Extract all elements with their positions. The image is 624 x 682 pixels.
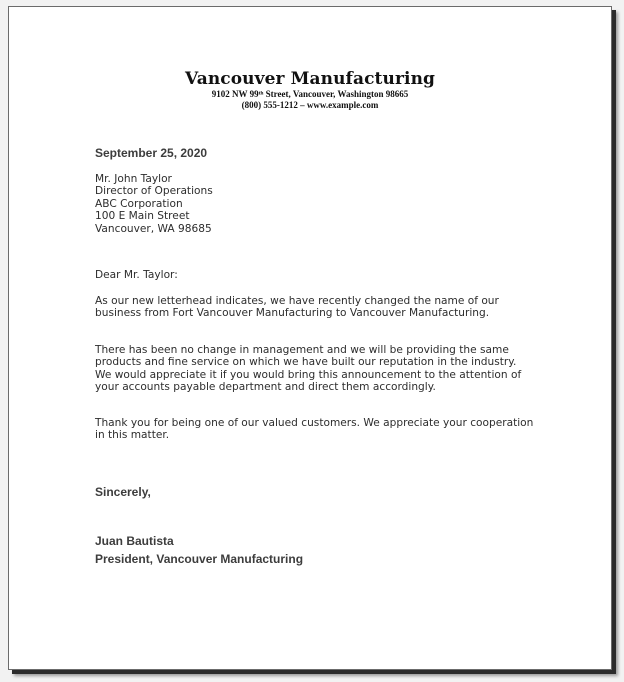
signer-name: Juan Bautista [95,534,174,548]
recipient-title: Director of Operations [95,185,213,198]
closing: Sincerely, [95,485,151,499]
letter-date: September 25, 2020 [95,146,208,160]
recipient-street: 100 E Main Street [95,210,190,223]
signature-block [95,532,303,568]
recipient-city: Vancouver, WA 98685 [95,222,212,235]
letterhead [9,69,611,111]
company-address: 9102 NW 99ᵗʰ Street, Vancouver, Washington 98665 [211,89,409,99]
body-paragraph: Thank you for being one of our valued customers. We appreciate your cooperation in this matter. [95,417,534,442]
body-paragraph: As our new letterhead indicates, we have recently changed the name of our business from Fort Vancouver Manufacturing to Vancouver Manufacturing. [95,295,499,320]
salutation: Dear Mr. Taylor: [95,269,178,281]
recipient-company: ABC Corporation [95,197,183,210]
signer-title: President, Vancouver Manufacturing [95,552,304,566]
recipient-address [95,173,213,235]
recipient-name: Mr. John Taylor [95,173,172,185]
company-contact: (800) 555-1212 – www.example.com [241,100,379,110]
company-name: Vancouver Manufacturing [184,69,436,89]
body-paragraph: There has been no change in management and we will be providing the same products and fine service on which we have built our reputation in the industry. We would appreciate it if you would bring this announcement to the attention of your accounts payable department and direct them accordingly. [95,344,522,394]
letter-page [8,6,612,670]
